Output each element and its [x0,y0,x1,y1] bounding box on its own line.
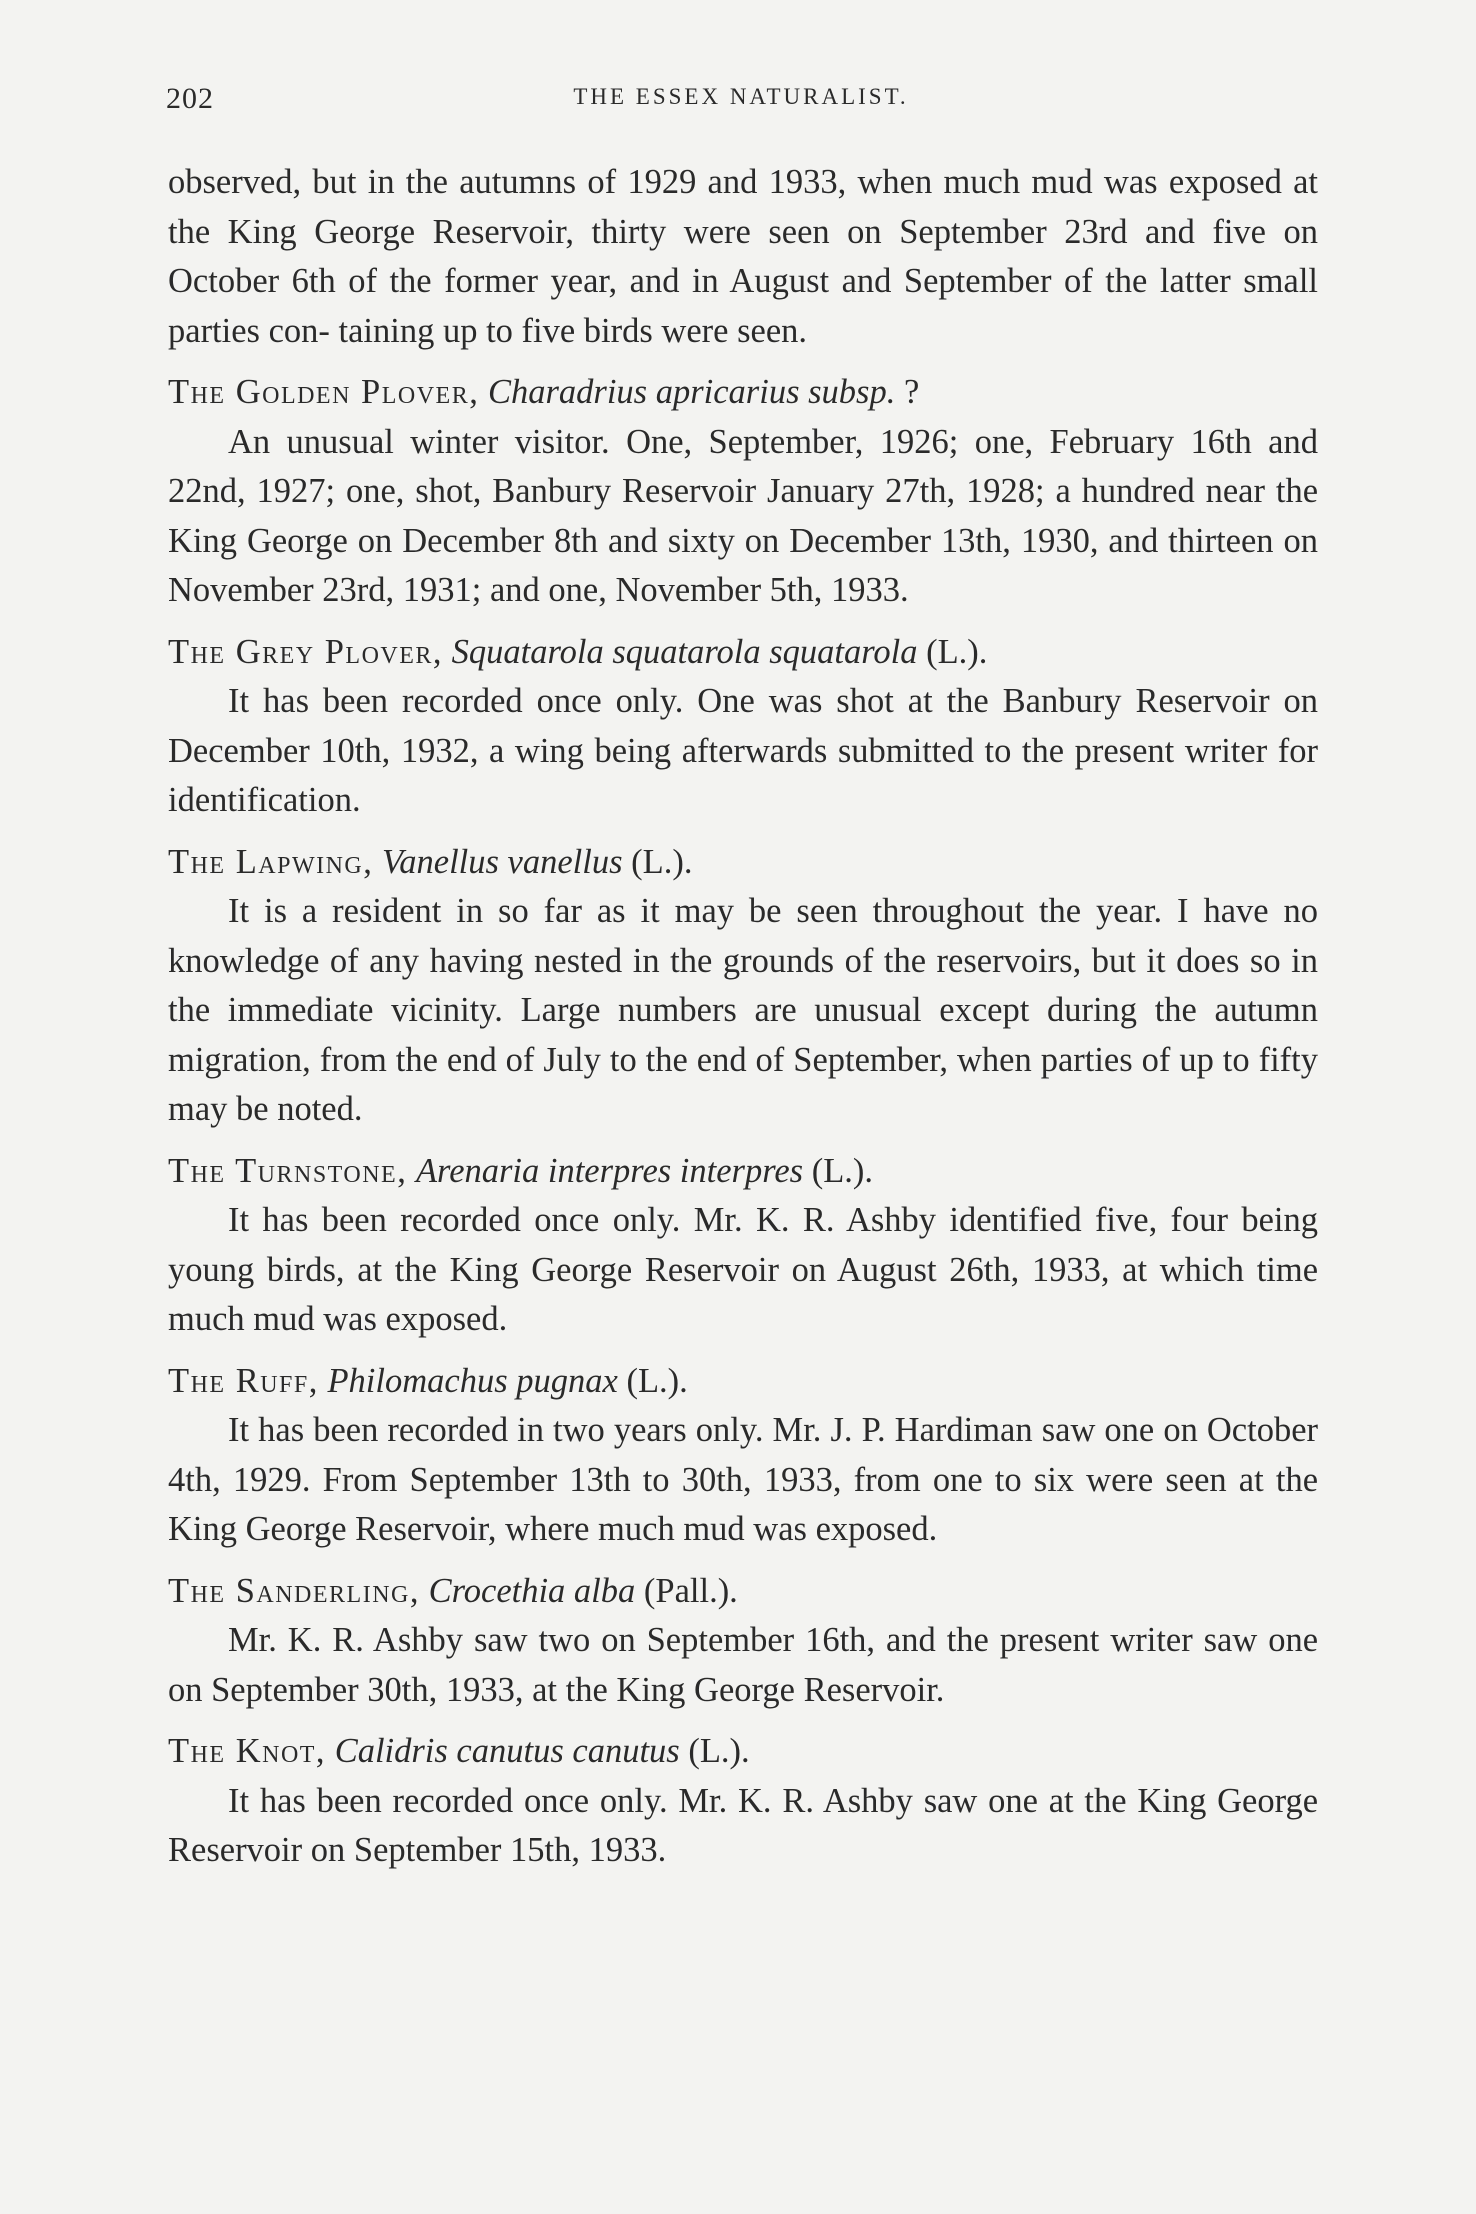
species-scientific-name: Calidris canutus canutus [334,1732,680,1770]
species-scientific-name: Crocethia alba [428,1571,636,1610]
intro-line: and in August and September of the latter small parties con- [168,262,1318,350]
species-line: from the end of July to the end of September, when parties of [319,1040,1171,1079]
species-common-name: The Golden Plover, [168,373,480,411]
species-heading [168,368,1318,418]
species-entries [168,368,1318,1876]
species-paragraph [168,418,1318,616]
species-heading [168,1147,1318,1197]
species-line: submitted to the present writer for identification. [168,731,1318,819]
species-entry [168,1727,1318,1876]
species-authority: (Pall.). [643,1571,738,1610]
species-scientific-name: Philomachus pugnax [327,1361,618,1400]
species-line: on August 26th, 1933, at which time much mud was exposed. [168,1250,1319,1338]
species-heading [168,628,1318,678]
species-line: of the reservoirs, but it does so in the immediate vicinity. [168,941,1318,1029]
species-line: five, four being young birds, at the King George Reservoir [168,1201,1319,1289]
species-authority: (L.). [626,1361,688,1400]
species-line: year. I have no knowledge of any having nested in the grounds [168,892,1319,980]
intro-line: observed, but in the autumns of 1929 and 1933, when much mud [168,163,1093,201]
species-line: saw one on October 4th, 1929. From September 13th to 30th, [168,1411,1318,1499]
species-entry [168,628,1318,826]
species-line: on November 23rd, 1931; and one, November 5th, 1933. [168,521,1319,609]
running-head [166,82,1316,122]
species-line: Mr. K. R. Ashby saw two on September 16th, and the present [228,1621,1100,1659]
species-entry [168,838,1318,1135]
species-entry [168,1357,1318,1555]
species-line: It has been recorded in two years only. Mr. J. P. Hardiman [228,1411,1033,1449]
species-line: An unusual winter visitor. One, September, 1926; one, [228,422,1034,461]
species-heading [168,1567,1318,1617]
species-paragraph [168,887,1318,1135]
species-paragraph [168,1616,1318,1715]
species-line: It has been recorded once only. Mr. K. R. Ashby saw one [228,1781,1038,1820]
species-authority: (L.). [811,1151,874,1190]
species-authority: (L.). [631,842,693,881]
intro-line: was exposed at the King George Reservoir, thirty were seen on [168,163,1319,251]
species-heading [168,1357,1318,1407]
species-paragraph [168,677,1318,826]
species-line: Reservoir on December 10th, 1932, a wing being afterwards [168,682,1318,770]
page-number: 202 [166,82,214,115]
species-line: January 27th, 1928; a hundred near the King George on [168,472,1319,560]
species-scientific-name: Arenaria interpres interpres [415,1151,804,1190]
species-heading [168,838,1318,888]
species-line: 1933, from one to six were seen at the King George Reservoir, [168,1460,1319,1548]
species-entry [168,368,1318,616]
species-line: at the King George Reservoir on September 15th, 1933. [168,1781,1319,1869]
species-common-name: The Lapwing, [168,842,374,881]
species-scientific-name: Squatarola squatarola squatarola [451,632,918,671]
species-paragraph [168,1196,1318,1345]
species-line: writer saw one on September 30th, 1933, at the King George [168,1621,1319,1709]
species-line: It has been recorded once only. Mr. K. R. Ashby identified [228,1201,1082,1239]
species-line: February 16th and 22nd, 1927; one, shot, Banbury Reservoir [168,422,1318,510]
species-line: December 8th and sixty on December 13th, 1930, and thirteen [402,521,1274,560]
species-scientific-name: Charadrius apricarius subsp. [487,373,896,411]
species-authority: (L.). [926,632,988,671]
species-common-name: The Sanderling, [168,1571,420,1610]
species-line: up to fifty may be noted. [168,1040,1319,1128]
species-common-name: The Knot, [168,1732,327,1770]
species-paragraph [168,1777,1318,1876]
species-entry [168,1147,1318,1345]
species-line: Reservoir. [803,1670,945,1709]
intro-paragraph [168,158,1318,356]
species-common-name: The Ruff, [168,1361,319,1400]
species-line: It is a resident in so far as it may be seen throughout the [228,892,1082,930]
species-entry [168,1567,1318,1716]
species-line: It has been recorded once only. One was shot at the Banbury [228,682,1122,720]
species-authority: (L.). [688,1732,750,1770]
species-authority: ? [903,373,920,411]
species-paragraph [168,1406,1318,1555]
journal-title: THE ESSEX NATURALIST. [573,84,909,109]
intro-line: taining up to five birds were seen. [338,311,808,350]
species-heading [168,1727,1318,1777]
species-common-name: The Turnstone, [168,1151,408,1190]
species-common-name: The Grey Plover, [168,632,444,671]
species-scientific-name: Vanellus vanellus [382,842,623,881]
species-line: Large numbers are unusual except during the autumn migration, [168,991,1319,1079]
intro-line: September 23rd and five on October 6th of the former year, [168,212,1318,300]
article-body [168,158,1318,1876]
species-line: where much mud was exposed. [505,1510,938,1548]
